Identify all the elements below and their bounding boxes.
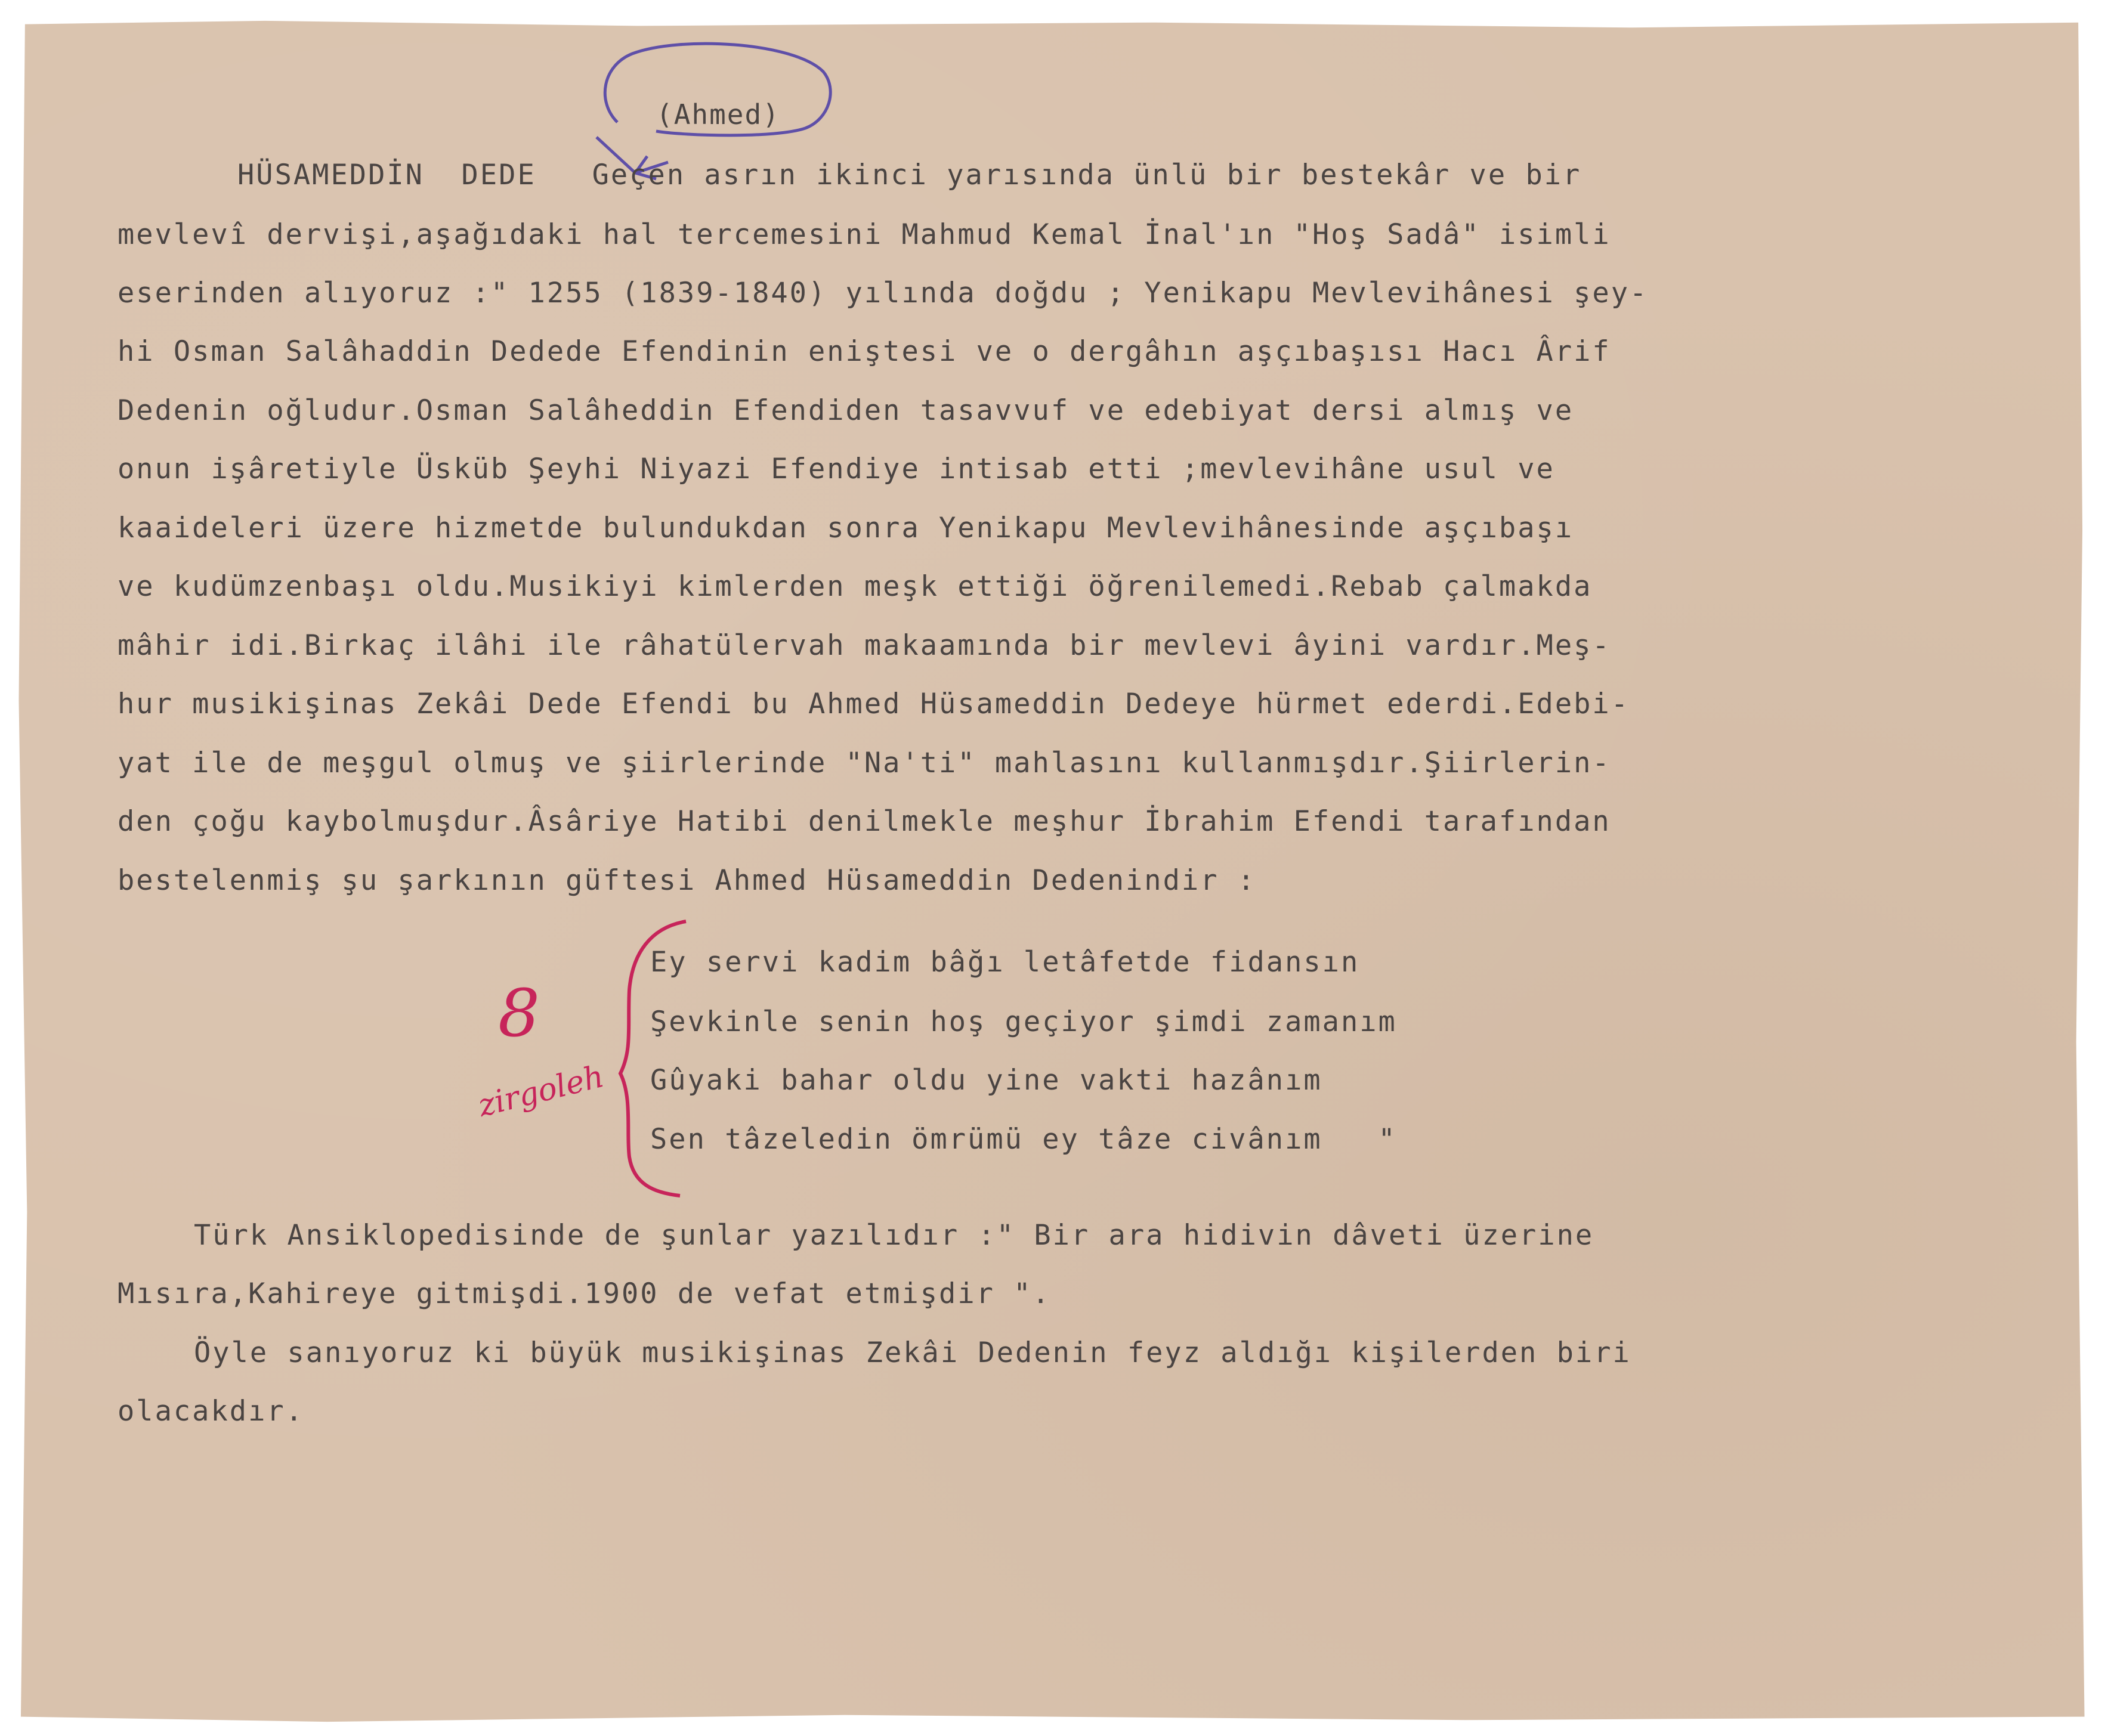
- paragraph-line: Türk Ansiklopedisinde de şunlar yazılıdır :" Bir ara hidivin dâveti üzerine: [194, 1219, 1594, 1252]
- poem-line: Gûyaki bahar oldu yine vakti hazânım: [650, 1064, 1322, 1097]
- margin-note: zirgoleh: [474, 1058, 608, 1125]
- poem-line: Sen tâzeledin ömrümü ey tâze civânım ": [650, 1123, 1397, 1156]
- paragraph-line: hur musikişinas Zekâi Dede Efendi bu Ahmed Hüsameddin Dedeye hürmet ederdi.Edebi-: [118, 688, 1630, 720]
- paragraph-line: ve kudümzenbaşı oldu.Musikiyi kimlerden meşk ettiği öğrenilemedi.Rebab çalmakda: [118, 570, 1593, 603]
- handwritten-name-annotation: (Ahmed): [656, 98, 780, 131]
- paragraph-line: olacakdır.: [118, 1395, 304, 1428]
- paragraph-line: eserinden alıyoruz :" 1255 (1839-1840) yılında doğdu ; Yenikapu Mevlevihânesi şey-: [118, 277, 1649, 310]
- paragraph-line: Mısıra,Kahireye gitmişdi.1900 de vefat etmişdir ".: [118, 1277, 1051, 1310]
- paragraph-line: mâhir idi.Birkaç ilâhi ile râhatülervah makaamında bir mevlevi âyini vardır.Meş-: [118, 629, 1611, 662]
- margin-number: 8: [498, 975, 540, 1051]
- poem-line: Ey servi kadim bâğı letâfetde fidansın: [650, 946, 1360, 979]
- paragraph-line: kaaideleri üzere hizmetde bulundukdan sonra Yenikapu Mevlevihânesinde aşçıbaşı: [118, 512, 1574, 544]
- poem-line: Şevkinle senin hoş geçiyor şimdi zamanım: [650, 1005, 1397, 1038]
- paragraph-line: onun işâretiyle Üsküb Şeyhi Niyazi Efendiye intisab etti ;mevlevihâne usul ve: [118, 453, 1555, 485]
- paragraph-line: Öyle sanıyoruz ki büyük musikişinas Zekâi Dedenin feyz aldığı kişilerden biri: [194, 1336, 1631, 1369]
- paragraph-line: yat ile de meşgul olmuş ve şiirlerinde "Na'ti" mahlasını kullanmışdır.Şiirlerin-: [118, 747, 1611, 779]
- paragraph-line: den çoğu kaybolmuşdur.Âsâriye Hatibi denilmekle meşhur İbrahim Efendi tarafından: [118, 805, 1611, 838]
- paragraph-line: hi Osman Salâhaddin Dedede Efendinin eniştesi ve o dergâhın aşçıbaşısı Hacı Ârif: [118, 335, 1611, 368]
- paragraph-line: bestelenmiş şu şarkının güftesi Ahmed Hüsameddin Dedenindir :: [118, 864, 1257, 897]
- paragraph-line: mevlevî dervişi,aşağıdaki hal tercemesini Mahmud Kemal İnal'ın "Hoş Sadâ" isimli: [118, 218, 1611, 251]
- paragraph-line: Dedenin oğludur.Osman Salâheddin Efendiden tasavvuf ve edebiyat dersi almış ve: [118, 394, 1574, 427]
- paragraph-line: HÜSAMEDDİN DEDE Geçen asrın ikinci yarısında ünlü bir bestekâr ve bir: [237, 159, 1582, 191]
